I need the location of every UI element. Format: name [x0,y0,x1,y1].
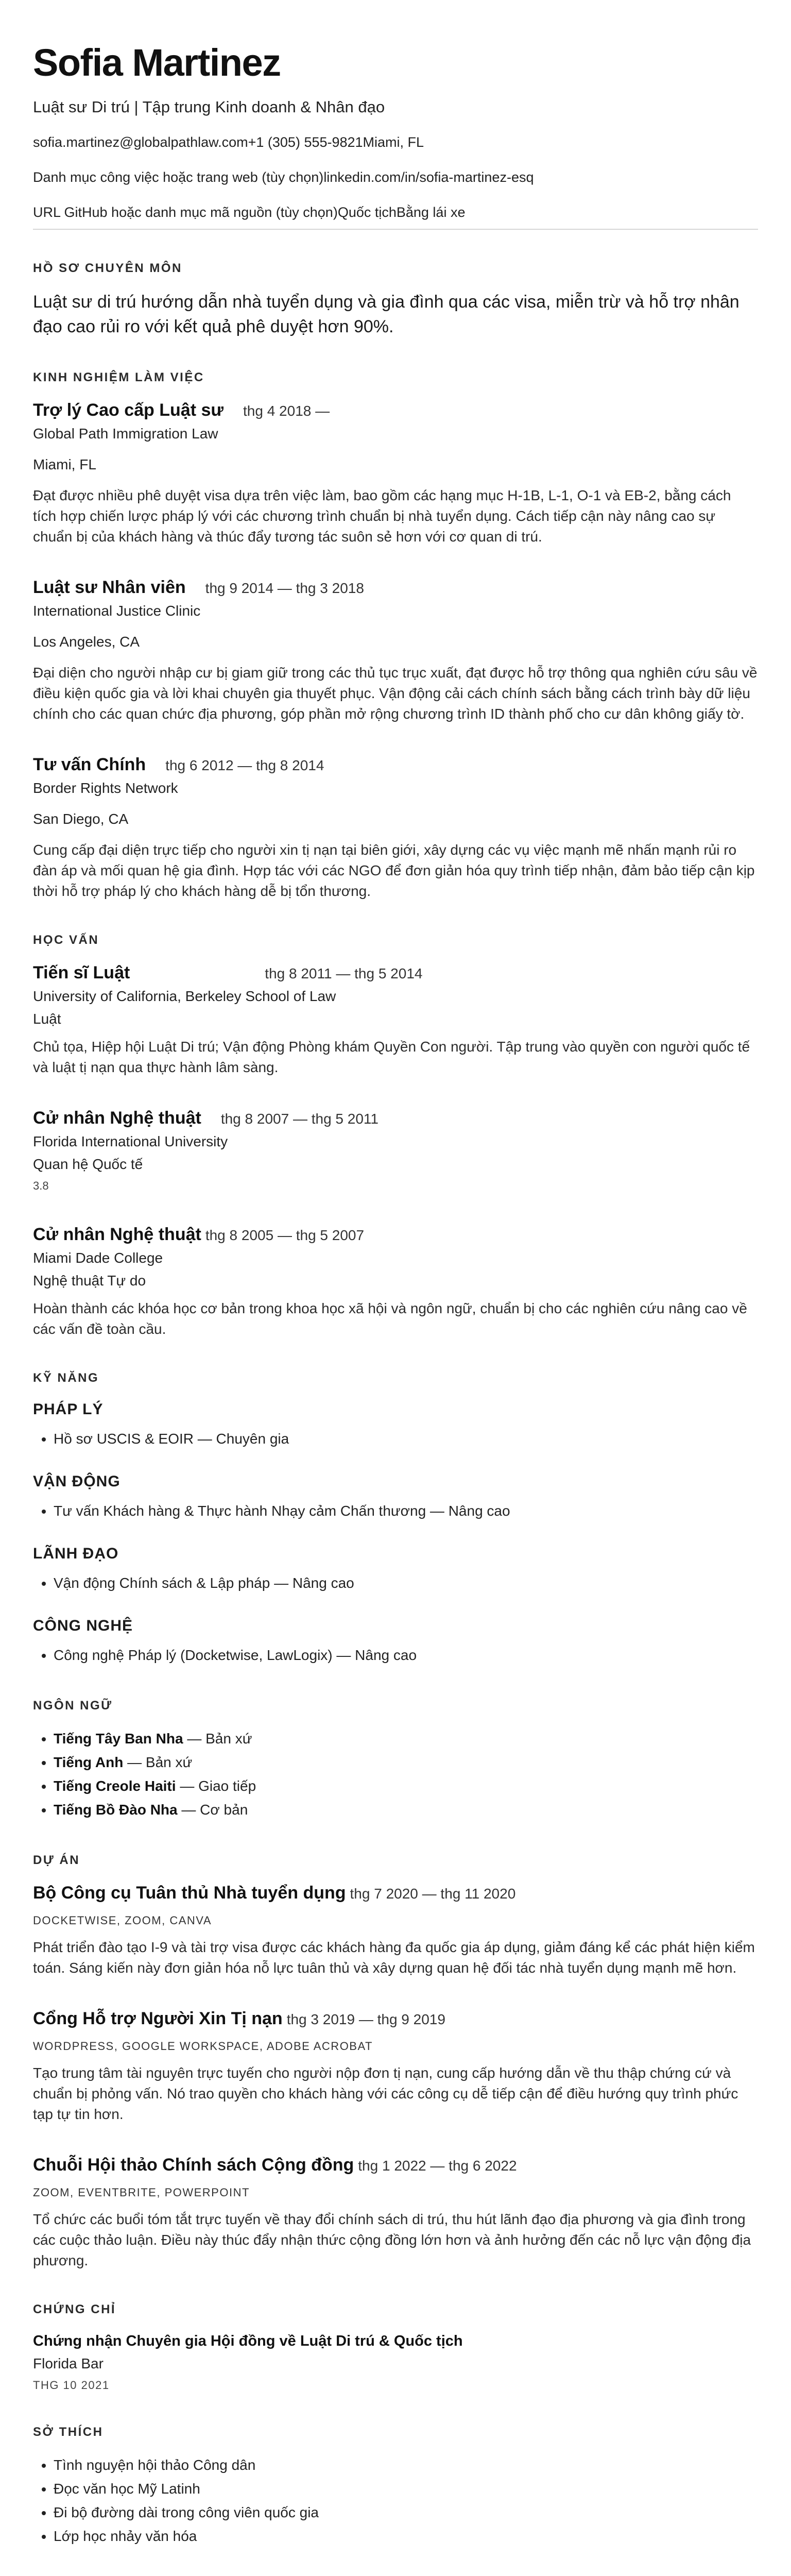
summary-title: HỒ SƠ CHUYÊN MÔN [33,261,182,275]
project-dates: thg 3 2019 — thg 9 2019 [286,2011,445,2027]
contact-row-primary [33,133,758,151]
skill-group [33,1399,758,1451]
education-school: Miami Dade College [33,1250,163,1266]
project-entry-head [33,2007,758,2030]
language-name: Tiếng Creole Haiti [54,1778,176,1794]
language-item [54,1774,758,1798]
skill-group-title: PHÁP LÝ [33,1401,104,1418]
education-school: Florida International University [33,1133,228,1149]
experience-description: Đại diện cho người nhập cư bị giam giữ trong các thủ tục trục xuất, đạt được hỗ trợ thông qua nghiên cứu sâu về điều kiện quốc gia và lời khai chuyên gia thuyết phục. Vận động cải cách chính sách bằng cách trình bày dữ liệu chính cho các quan chức địa phương, góp phần mở rộng chương trình ID thành phố cho cư dân không giấy tờ. [33,665,758,722]
education-description: Hoàn thành các khóa học cơ bản trong khoa học xã hội và ngôn ngữ, chuẩn bị cho các nghiên cứu nâng cao về các vấn đề toàn cầu. [33,1300,747,1337]
education-entry-head [33,1107,758,1129]
experience-entry-head [33,576,758,599]
contact-citizenship: Quốc tịch [337,205,397,220]
resume-header [33,39,758,230]
interests-section [33,2425,758,2548]
contact-license: Bằng lái xe [396,205,466,220]
experience-location: Miami, FL [33,456,96,472]
interest-item: • Lớp học nhảy văn hóa [54,2524,758,2548]
education-entry [33,1107,758,1194]
skills-title: KỸ NĂNG [33,1371,99,1385]
experience-org: Global Path Immigration Law [33,426,218,442]
experience-role: Trợ lý Cao cấp Luật sư [33,400,223,420]
contact-location: Miami, FL [363,134,424,150]
experience-location: Los Angeles, CA [33,634,140,650]
education-gpa: 3.8 [33,1179,49,1192]
skills-section [33,1370,758,1667]
skill-group-title: VẬN ĐỘNG [33,1473,121,1490]
skill-group-title: LÃNH ĐẠO [33,1545,119,1562]
language-level: — Bản xứ [183,1731,252,1747]
summary-text: Luật sư di trú hướng dẫn nhà tuyển dụng và gia đình qua các visa, miễn trừ và hỗ trợ nhân đạo cao rủi ro với kết quả phê duyệt hơn 90%. [33,292,740,336]
skill-group [33,1544,758,1595]
project-name: Bộ Công cụ Tuân thủ Nhà tuyển dụng [33,1883,346,1903]
experience-role: Luật sư Nhân viên [33,578,186,597]
experience-description: Cung cấp đại diện trực tiếp cho người xin tị nạn tại biên giới, xây dựng các vụ việc mạnh mẽ nhấn mạnh rủi ro đàn áp và mối quan hệ gia đình. Hợp tác với các NGO để đơn giản hóa quy trình tiếp nhận, đảm bảo tiếp cận kịp thời hỗ trợ pháp lý cho khách hàng dễ bị tổn thương. [33,842,755,899]
skill-list [33,1643,758,1667]
skill-group [33,1471,758,1523]
education-dates: thg 8 2005 — thg 5 2007 [205,1227,365,1243]
project-entry [33,2007,758,2125]
project-description: Phát triển đào tạo I-9 và tài trợ visa được các khách hàng đa quốc gia áp dụng, giảm đáng kể các phát hiện kiểm toán. Sáng kiến này đơn giản hóa nỗ lực tuân thủ và xây dựng quan hệ đối tác nhà tuyển dụng mạnh mẽ hơn. [33,1939,755,1976]
education-description: Chủ tọa, Hiệp hội Luật Di trú; Vận động Phòng khám Quyền Con người. Tập trung vào quyền con người quốc tế và luật tị nạn qua thực hành lâm sàng. [33,1039,750,1075]
experience-dates: thg 9 2014 — thg 3 2018 [205,580,364,596]
language-list [33,1727,758,1822]
education-field: Luật [33,1011,61,1027]
experience-role: Tư vấn Chính [33,755,146,774]
experience-dates: thg 6 2012 — thg 8 2014 [165,757,324,773]
certificate-date: THG 10 2021 [33,2379,110,2392]
project-entry-head [33,2154,758,2176]
experience-section [33,370,758,902]
projects-section [33,1853,758,2271]
education-dates: thg 8 2007 — thg 5 2011 [220,1111,379,1127]
experience-entry [33,576,758,724]
project-description: Tổ chức các buổi tóm tắt trực tuyến về thay đổi chính sách di trú, thu hút lãnh đạo địa phương và gia đình trong các cuộc thảo luận. Điều này thúc đẩy nhận thức cộng đồng lớn hơn và ảnh hưởng đến các nỗ lực vận động địa phương. [33,2211,751,2268]
education-entry [33,961,758,1078]
contact-phone[interactable]: +1 (305) 555-9821 [248,134,363,150]
certificate-issuer: Florida Bar [33,2355,104,2371]
skill-list [33,1499,758,1523]
interest-item: • Tình nguyện hội thảo Công dân [54,2453,758,2477]
contact-portfolio[interactable]: Danh mục công việc hoặc trang web (tùy chọn) [33,170,324,185]
skill-group [33,1616,758,1667]
project-entry [33,2154,758,2271]
certificates-title: CHỨNG CHỈ [33,2302,116,2316]
experience-org: Border Rights Network [33,780,178,796]
project-tech: DOCKETWISE, ZOOM, CANVA [33,1914,212,1927]
skill-item: • Hồ sơ USCIS & EOIR — Chuyên gia [54,1427,758,1451]
education-section [33,933,758,1340]
skill-item: • Tư vấn Khách hàng & Thực hành Nhạy cảm Chấn thương — Nâng cao [54,1499,758,1523]
experience-entry-head [33,753,758,776]
certificate-name: Chứng nhận Chuyên gia Hội đồng về Luật Di trú & Quốc tịch [33,2333,463,2349]
experience-entry [33,399,758,547]
candidate-headline: Luật sư Di trú | Tập trung Kinh doanh & Nhân đạo [33,98,385,116]
skill-list [33,1571,758,1595]
project-entry-head [33,1882,758,1904]
languages-title: NGÔN NGỮ [33,1699,113,1713]
certificates-section [33,2302,758,2394]
experience-location: San Diego, CA [33,811,129,827]
language-level: — Cơ bản [177,1802,248,1818]
candidate-name: Sofia Martinez [33,41,281,84]
projects-title: DỰ ÁN [33,1853,80,1867]
certificate-entry [33,2331,758,2394]
experience-dates: thg 4 2018 — [243,403,330,419]
contact-github[interactable]: URL GitHub hoặc danh mục mã nguồn (tùy chọn) [33,205,338,220]
project-tech: WORDPRESS, GOOGLE WORKSPACE, ADOBE ACROBAT [33,2040,373,2053]
education-entry-head [33,961,758,984]
education-field: Quan hệ Quốc tế [33,1156,143,1172]
project-dates: thg 1 2022 — thg 6 2022 [358,2158,517,2174]
experience-description: Đạt được nhiều phê duyệt visa dựa trên việc làm, bao gồm các hạng mục H-1B, L-1, O-1 và EB-2, bằng cách tích hợp chiến lược pháp lý với các chương trình chuẩn bị nhà tuyển dụng. Cách tiếp cận này nâng cao sự chuẩn bị của khách hàng và thúc đẩy tương tác suôn sẻ hơn với cơ quan di trú. [33,487,731,545]
experience-entry [33,753,758,902]
summary-section [33,261,758,339]
language-item [54,1727,758,1751]
language-name: Tiếng Bồ Đào Nha [54,1802,178,1818]
project-dates: thg 7 2020 — thg 11 2020 [350,1886,516,1902]
contact-email[interactable]: sofia.martinez@globalpathlaw.com [33,134,248,150]
experience-title: KINH NGHIỆM LÀM VIỆC [33,370,204,384]
contact-row-links [33,168,758,187]
contact-row-extra [33,203,758,222]
education-school: University of California, Berkeley School of Law [33,988,336,1004]
skill-item: • Vận động Chính sách & Lập pháp — Nâng cao [54,1571,758,1595]
skill-group-title: CÔNG NGHỆ [33,1617,133,1634]
interest-item: • Đọc văn học Mỹ Latinh [54,2477,758,2501]
contact-linkedin[interactable]: linkedin.com/in/sofia-martinez-esq [323,170,534,185]
project-name: Chuỗi Hội thảo Chính sách Cộng đồng [33,2155,354,2175]
project-description: Tạo trung tâm tài nguyên trực tuyến cho người nộp đơn tị nạn, cung cấp hướng dẫn về thu thập chứng cứ và chuẩn bị phỏng vấn. Nó trao quyền cho khách hàng với các công cụ dễ tiếp cận để điều hướng quy trình phức tạp tự tin hơn. [33,2065,738,2122]
language-name: Tiếng Tây Ban Nha [54,1731,183,1747]
interest-item: • Đi bộ đường dài trong công viên quốc gia [54,2501,758,2524]
languages-section [33,1698,758,1822]
education-degree: Cử nhân Nghệ thuật [33,1225,201,1244]
experience-entry-head [33,399,758,421]
education-degree: Cử nhân Nghệ thuật [33,1108,201,1128]
language-level: — Giao tiếp [176,1778,256,1794]
skill-item: • Công nghệ Pháp lý (Docketwise, LawLogix) — Nâng cao [54,1643,758,1667]
skill-list [33,1427,758,1451]
language-item [54,1751,758,1774]
interests-title: SỞ THÍCH [33,2425,104,2439]
education-field: Nghệ thuật Tự do [33,1273,146,1289]
language-level: — Bản xứ [123,1754,193,1770]
experience-org: International Justice Clinic [33,603,201,619]
header-divider [33,229,758,230]
project-entry [33,1882,758,1978]
project-name: Cổng Hỗ trợ Người Xin Tị nạn [33,2009,283,2028]
language-name: Tiếng Anh [54,1754,124,1770]
language-item [54,1798,758,1822]
education-entry [33,1223,758,1340]
education-entry-head [33,1223,758,1246]
education-dates: thg 8 2011 — thg 5 2014 [265,965,423,981]
education-degree: Tiến sĩ Luật [33,963,130,982]
project-tech: ZOOM, EVENTBRITE, POWERPOINT [33,2186,250,2199]
education-title: HỌC VẤN [33,933,99,947]
interest-list [33,2453,758,2548]
